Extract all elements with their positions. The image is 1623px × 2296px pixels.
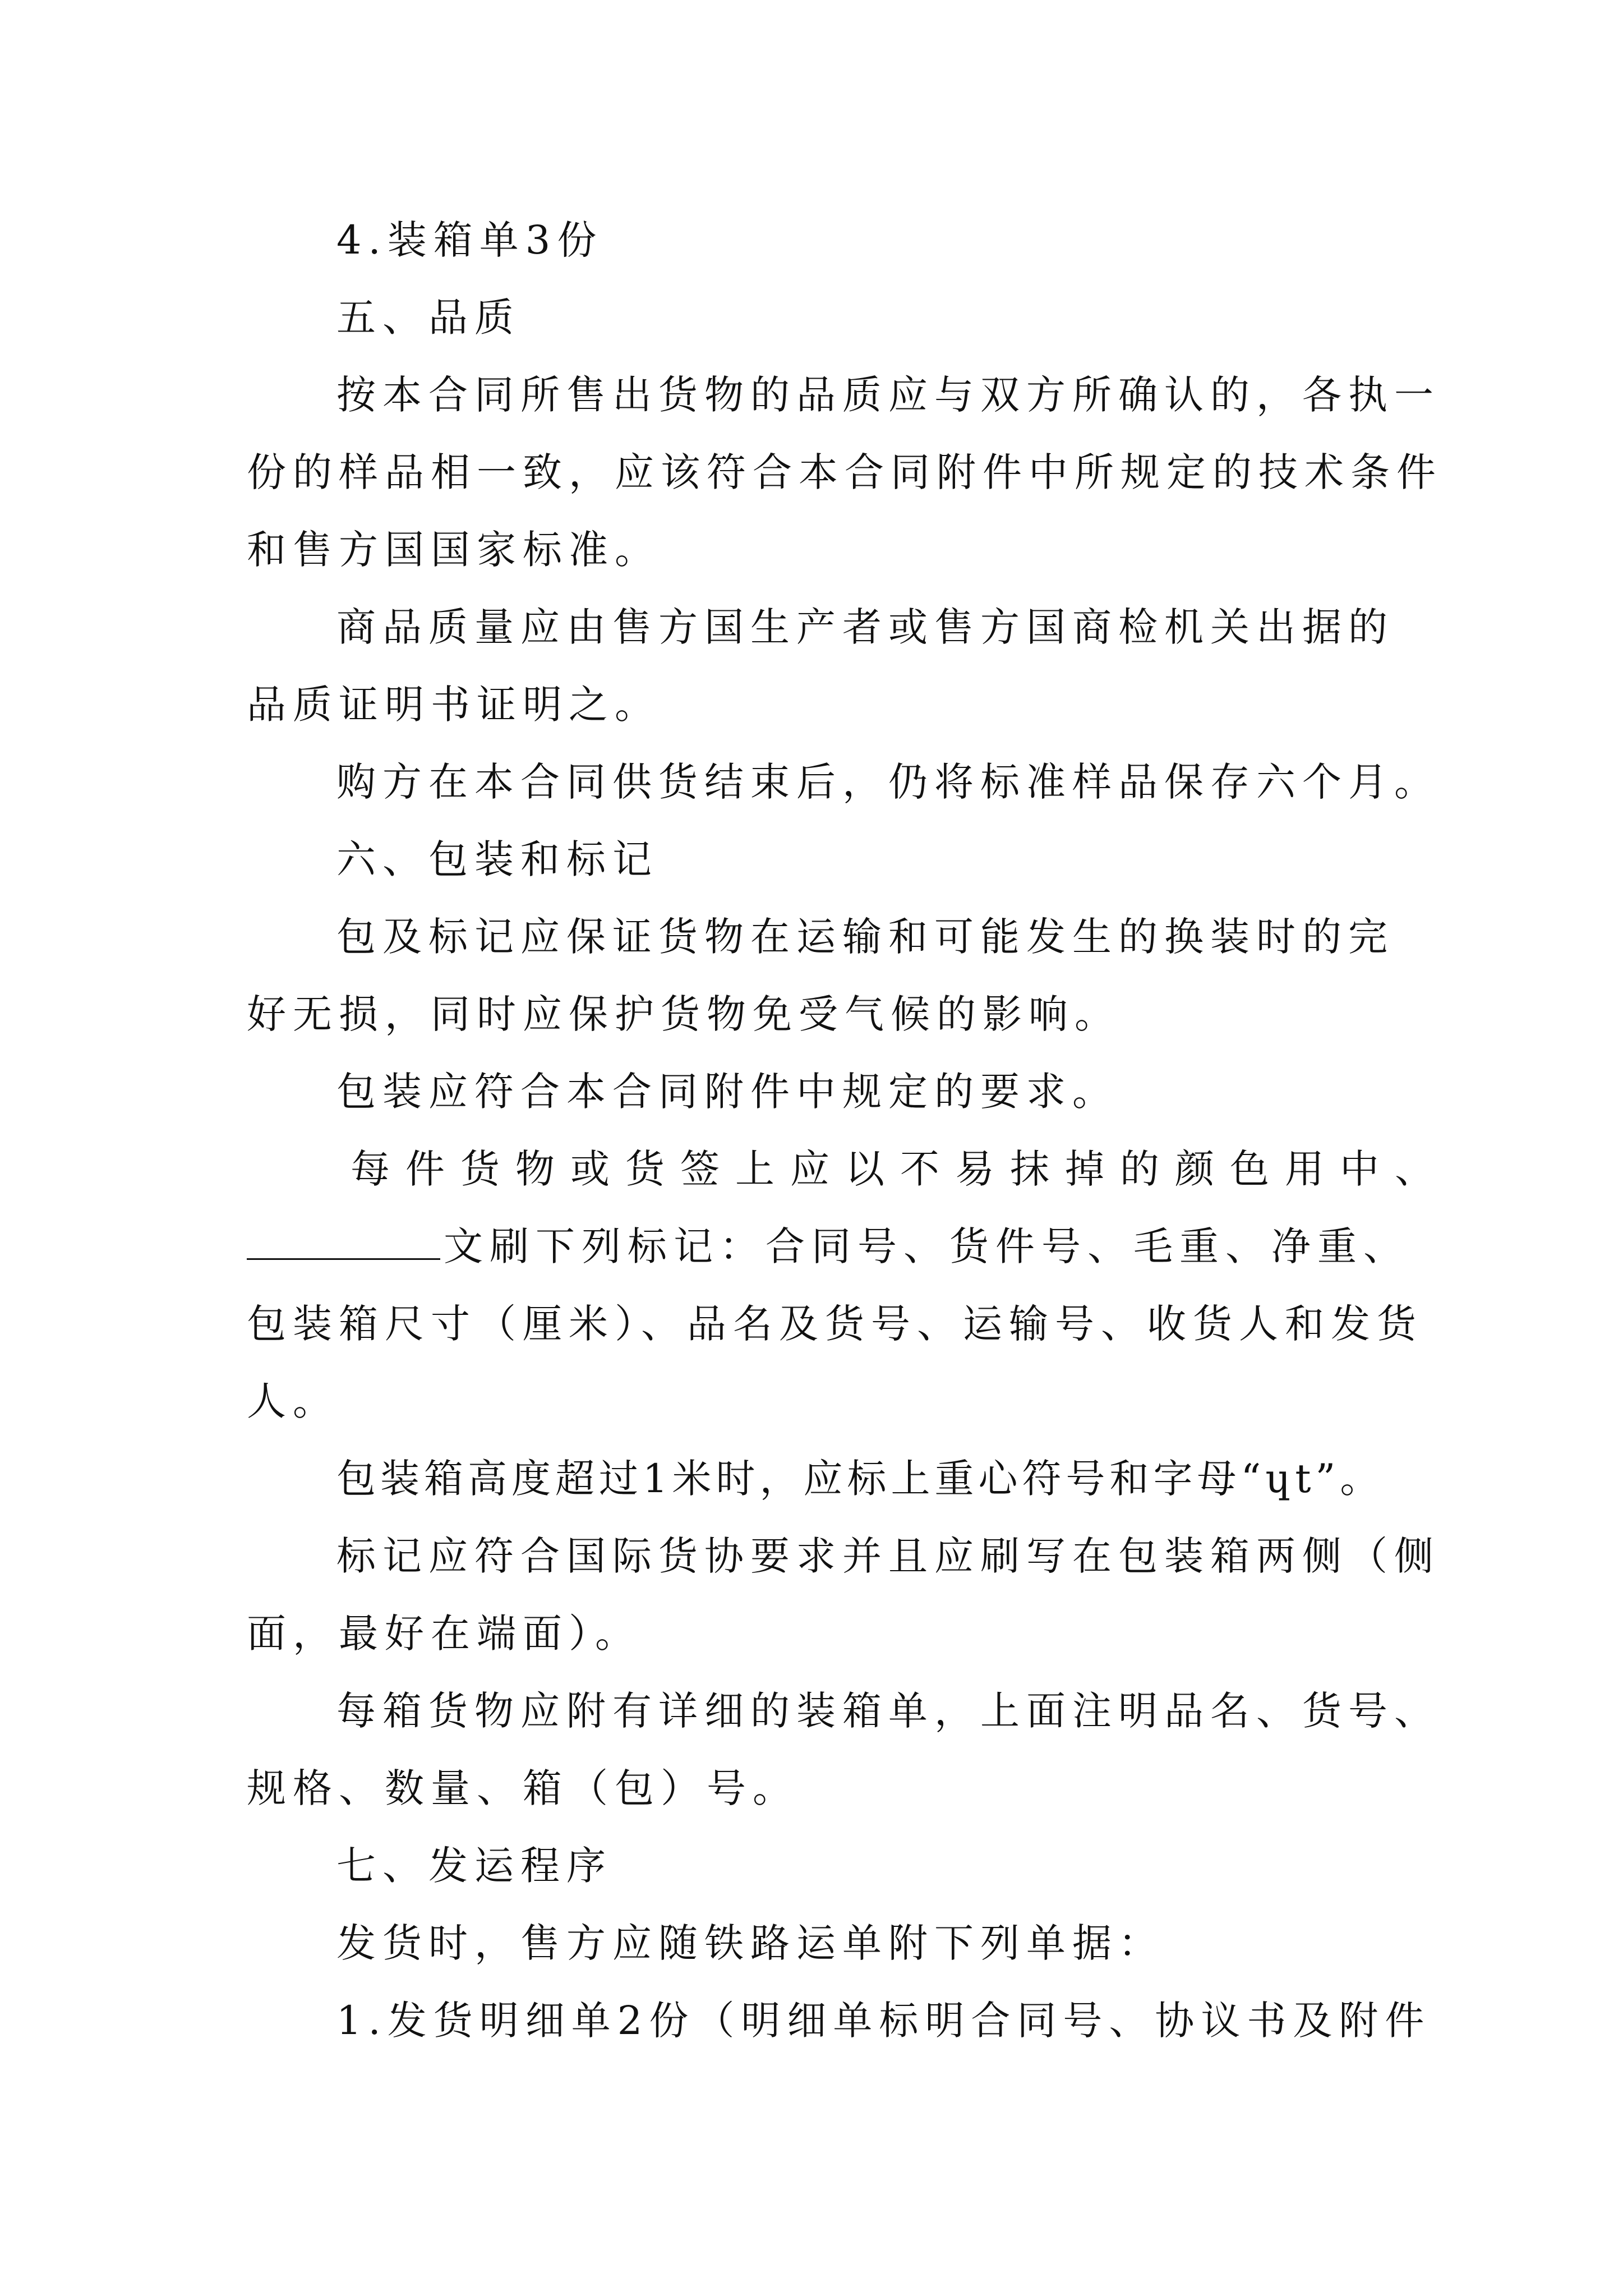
paragraph-line-with-blank (247, 1220, 1409, 1273)
paragraph-line: 人。 (247, 1378, 339, 1424)
paragraph-line: 标记应符合国际货协要求并且应刷写在包装箱两侧（侧 (336, 1533, 1440, 1579)
paragraph-line: 品质证明书证明之。 (247, 682, 661, 728)
paragraph-line: 和售方国国家标准。 (247, 527, 661, 573)
list-item-packing-list: 4.装箱单3份 (336, 217, 603, 263)
section-heading-packing: 六、包装和标记 (336, 836, 658, 882)
paragraph-line: 按本合同所售出货物的品质应与双方所确认的，各执一 (336, 372, 1440, 418)
paragraph-line: 发货时，售方应随铁路运单附下列单据： (336, 1920, 1164, 1966)
section-heading-quality: 五、品质 (336, 295, 520, 341)
paragraph-line: 面，最好在端面）。 (247, 1611, 641, 1657)
paragraph-line: 包装应符合本合同附件中规定的要求。 (336, 1069, 1118, 1115)
paragraph-line: 份的样品相一致，应该符合本合同附件中所规定的技术条件 (247, 449, 1442, 495)
paragraph-line: 每箱货物应附有详细的装箱单，上面注明品名、货号、 (336, 1688, 1440, 1734)
paragraph-line: 包装箱尺寸（厘米）、品名及货号、运输号、收货人和发货 (247, 1301, 1423, 1347)
list-item-shipping-details: 1.发货明细单2份（明细单标明合同号、协议书及附件 (336, 1998, 1431, 2044)
paragraph-line: 规格、数量、箱（包）号。 (247, 1765, 799, 1811)
paragraph-line: 商品质量应由售方国生产者或售方国商检机关出据的 (336, 604, 1394, 650)
fill-in-blank (247, 1226, 440, 1260)
paragraph-line: 包及标记应保证货物在运输和可能发生的换装时的完 (336, 914, 1394, 960)
paragraph-line: 购方在本合同供货结束后，仍将标准样品保存六个月。 (336, 759, 1440, 805)
paragraph-line-text: 文刷下列标记：合同号、货件号、毛重、净重、 (444, 1223, 1409, 1269)
paragraph-line: 每件货物或货签上应以不易抹掉的颜色用中、 (351, 1146, 1450, 1192)
paragraph-line: 好无损，同时应保护货物免受气候的影响。 (247, 991, 1121, 1037)
section-heading-shipping: 七、发运程序 (336, 1843, 612, 1889)
paragraph-line: 包装箱高度超过1米时，应标上重心符号和字母“ɥt”。 (336, 1456, 1384, 1502)
